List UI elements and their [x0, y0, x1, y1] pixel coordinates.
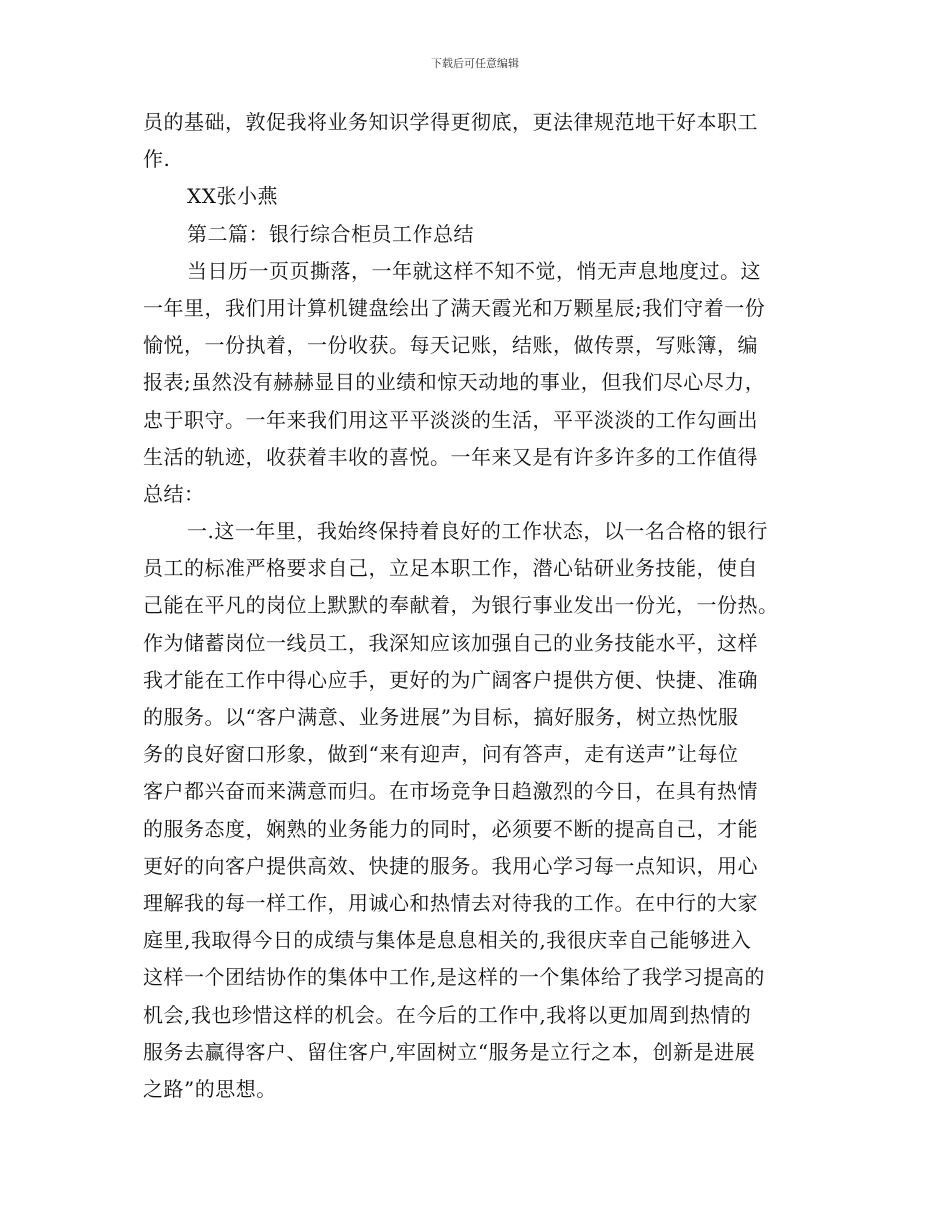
- page-header: 下载后可任意编辑: [431, 57, 519, 70]
- paragraph-line: 的服务态度，娴熟的业务能力的同时，必须要不断的提高自己，才能: [143, 816, 758, 841]
- paragraph-line: 机会,我也珍惜这样的机会。在今后的工作中,我将以更加周到热情的: [143, 1002, 752, 1027]
- paragraph-line: 生活的轨迹，收获着丰收的喜悦。一年来又是有许多许多的工作值得: [143, 444, 758, 469]
- paragraph-line: 报表;虽然没有赫赫显目的业绩和惊天动地的事业，但我们尽心尽力，: [143, 370, 766, 395]
- paragraph-line: 员工的标准严格要求自己，立足本职工作，潜心钻研业务技能，使自: [143, 556, 758, 581]
- paragraph-line: 更好的向客户提供高效、快捷的服务。我用心学习每一点知识，用心: [143, 853, 758, 878]
- paragraph-line: 愉悦，一份执着，一份收获。每天记账，结账，做传票，写账簿，编: [143, 333, 758, 358]
- paragraph-line: 作为储蓄岗位一线员工，我深知应该加强自己的业务技能水平，这样: [143, 630, 758, 655]
- paragraph-line: 理解我的每一样工作，用诚心和热情去对待我的工作。在中行的大家: [143, 890, 758, 915]
- paragraph-line: 己能在平凡的岗位上默默的奉献着，为银行事业发出一份光，一份热。: [143, 593, 779, 618]
- paragraph-line: 客户都兴奋而来满意而归。在市场竞争日趋激烈的今日，在具有热情: [143, 779, 758, 804]
- document-body: [143, 104, 808, 1108]
- paragraph-line: 这样一个团结协作的集体中工作,是这样的一个集体给了我学习提高的: [143, 965, 765, 990]
- paragraph-line: 我才能在工作中得心应手，更好的为广阔客户提供方便、快捷、准确: [143, 667, 758, 692]
- paragraph-line: 之路”的思想。: [143, 1076, 277, 1101]
- paragraph-line: 作.: [143, 147, 171, 172]
- paragraph-line: 当日历一页页撕落，一年就这样不知不觉，悄无声息地度过。这: [187, 258, 761, 283]
- paragraph-line: 庭里,我取得今日的成绩与集体是息息相关的,我很庆幸自己能够进入: [143, 928, 752, 953]
- paragraph-line: 一年里，我们用计算机键盘绘出了满天霞光和万颗星辰;我们守着一份: [143, 295, 766, 320]
- paragraph-line: 的服务。以“客户满意、业务进展”为目标，搞好服务，树立热忱服: [143, 705, 739, 729]
- paragraph-line: 忠于职守。一年来我们用这平平淡淡的生活，平平淡淡的工作勾画出: [143, 407, 758, 432]
- paragraph-line: 员的基础，敦促我将业务知识学得更彻底，更法律规范地干好本职工: [143, 110, 758, 134]
- section-title: 第二篇：银行综合柜员工作总结: [187, 221, 474, 246]
- paragraph-line: 服务去赢得客户、留住客户,牢固树立“服务是立行之本，创新是进展: [143, 1039, 756, 1064]
- signature-line: XX张小燕: [187, 184, 278, 209]
- paragraph-line: 务的良好窗口形象，做到“来有迎声，问有答声，走有送声”让每位: [143, 742, 739, 767]
- paragraph-line: 总结：: [143, 481, 205, 506]
- paragraph-line: 一.这一年里，我始终保持着良好的工作状态，以一名合格的银行: [187, 519, 768, 544]
